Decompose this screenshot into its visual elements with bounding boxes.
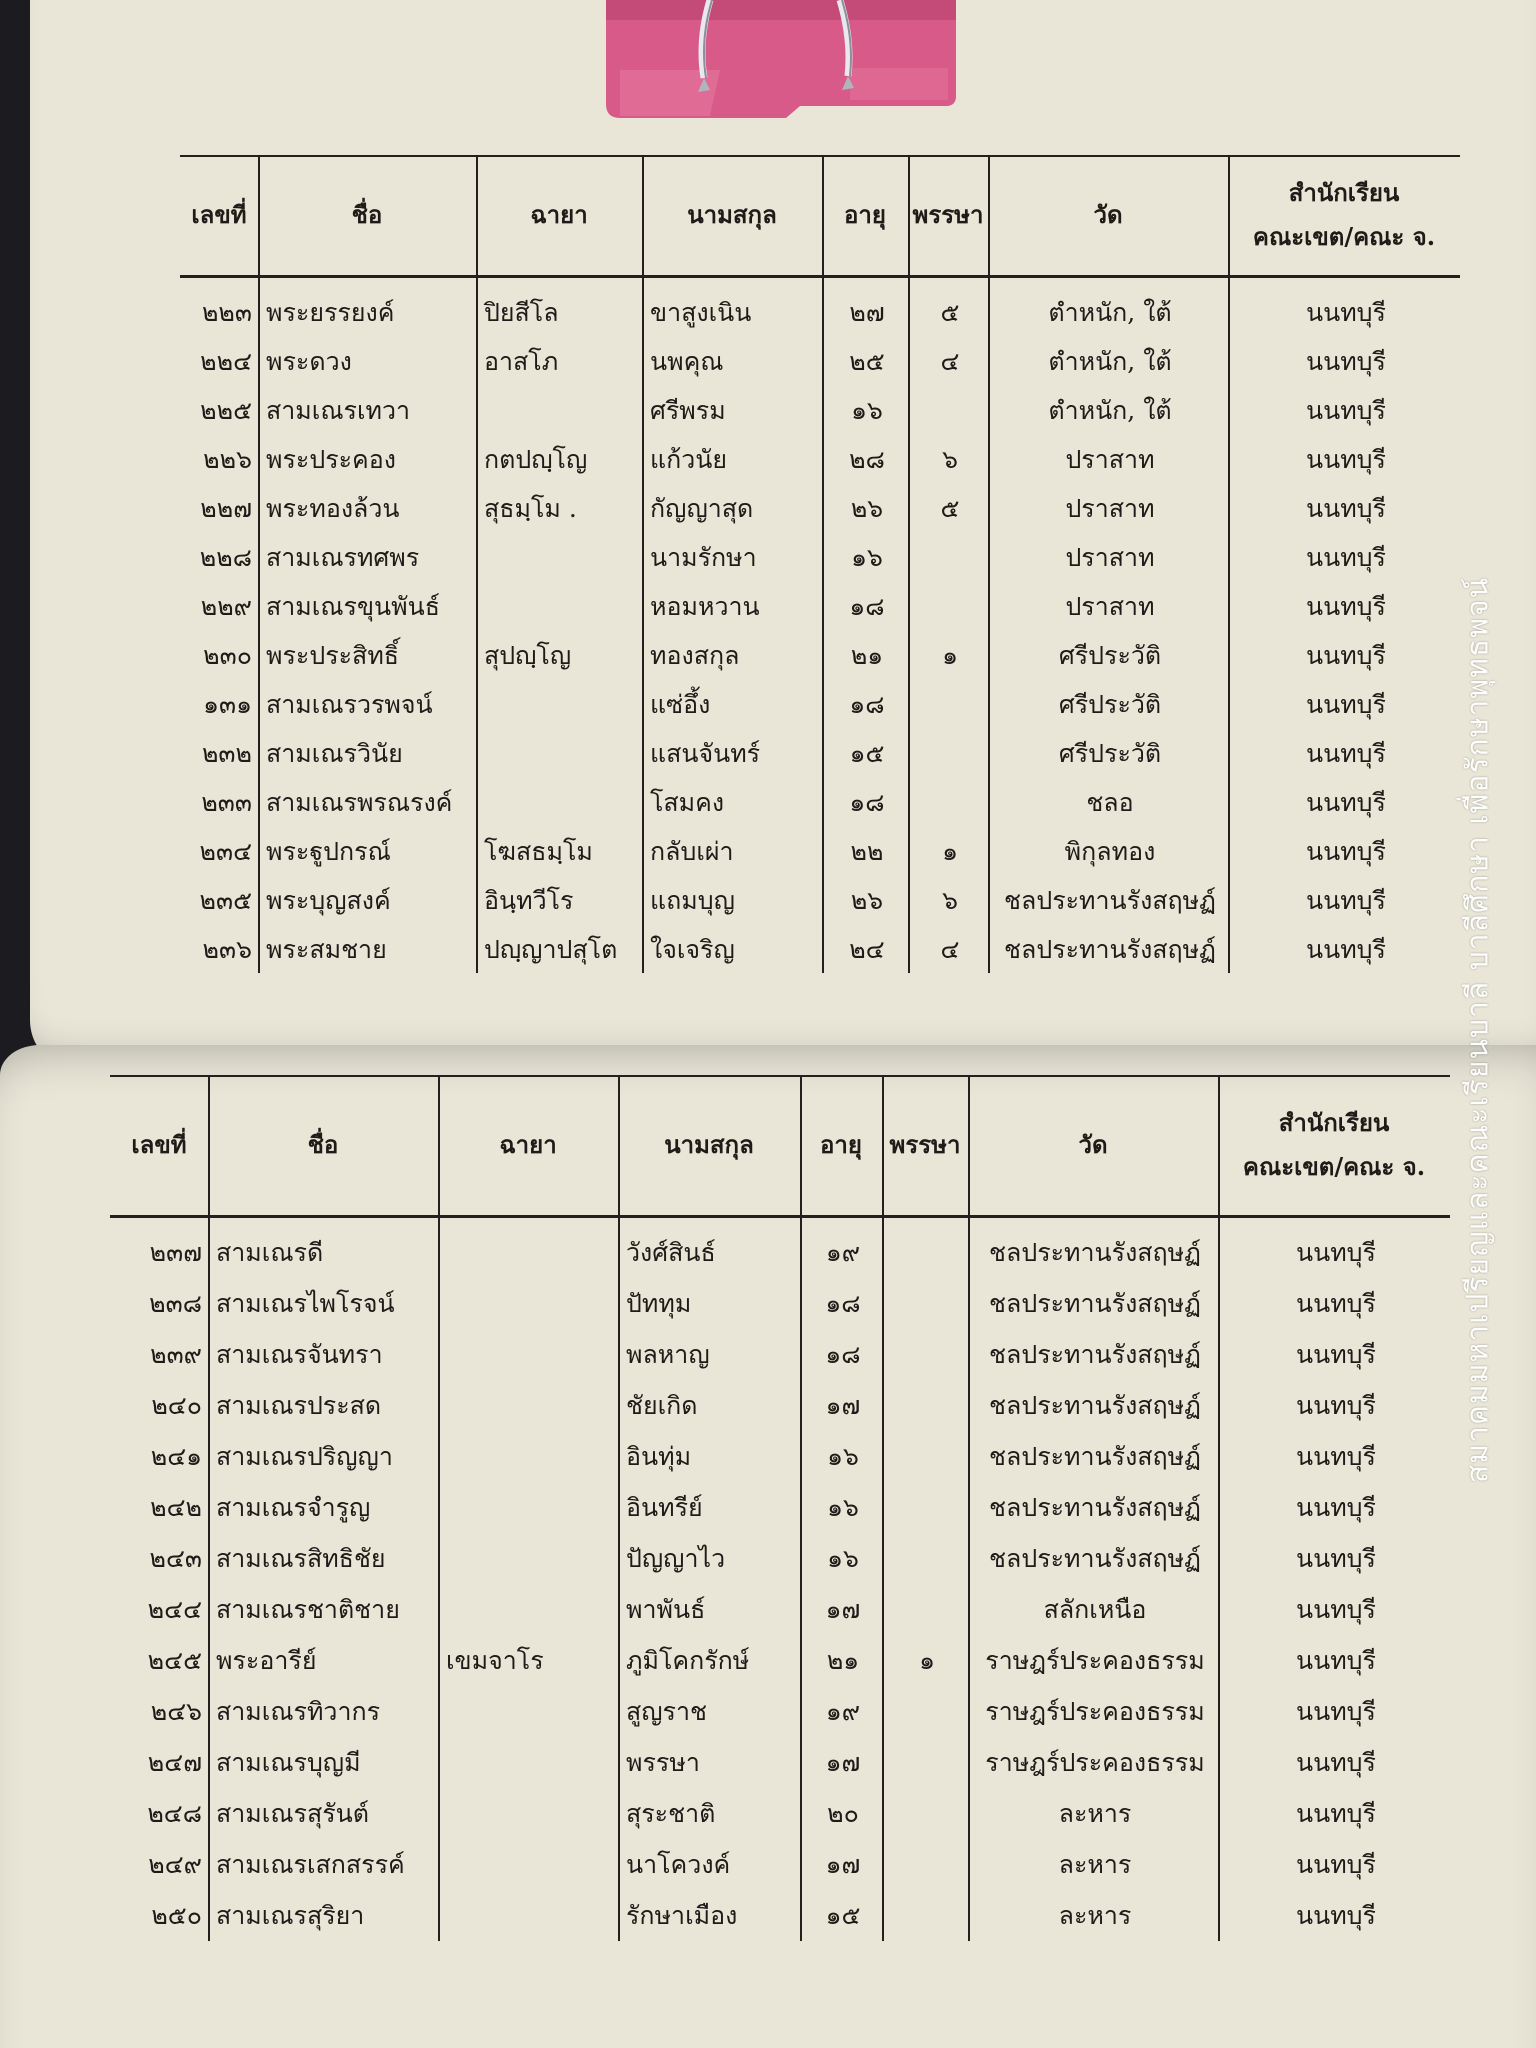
row-temple: ราษฎร์ประคองธรรม [985,1748,1205,1777]
header-surname: นามสกุล [687,200,777,229]
row-name: สามเณรพรณรงค์ [266,788,453,817]
row-no: ๒๓๙ [150,1340,202,1369]
row-temple: ละหาร [1058,1850,1132,1879]
row-school: นนทบุรี [1306,347,1386,376]
row-name: พระประคอง [266,445,397,474]
row-surname: สุระชาติ [626,1799,716,1828]
row-surname: ปัญญาไว [626,1544,726,1573]
watermark: สมาคมมหาเปรียญและคณะเรียนบาลี บาลีศึกษา เพื่อรักษาพุทธพจน์ [1460,576,1496,1484]
row-name: สามเณรเทวา [266,396,411,425]
row-no: ๒๒๓ [201,298,252,327]
row-temple: ชลประทานรังสฤษฏ์ [989,1391,1201,1420]
row-temple: ตำหนัก, ใต้ [1048,298,1172,327]
column-divider [908,155,910,973]
row-school: นนทบุรี [1296,1850,1376,1879]
row-name: สามเณรสุริยา [216,1901,365,1930]
row-name: สามเณรจันทรา [216,1340,383,1369]
column-divider [208,1075,210,1941]
row-school: นนทบุรี [1296,1595,1376,1624]
table-top [180,155,1460,975]
row-no: ๒๒๖ [203,445,252,474]
row-age: ๑๘ [825,1340,861,1369]
column-divider [968,1075,970,1941]
row-temple: ศรีประวัติ [1058,690,1162,719]
row-school: นนทบุรี [1296,1748,1376,1777]
row-age: ๑๗ [825,1595,861,1624]
row-temple: ปราสาท [1065,494,1155,523]
row-age: ๑๖ [827,1442,859,1471]
row-no: ๒๓๘ [149,1289,202,1318]
row-no: ๒๓๖ [202,935,252,964]
row-name: สามเณรดี [216,1238,324,1267]
row-age: ๒๒ [850,837,884,866]
row-temple: ชลประทานรังสฤษฏ์ [989,1493,1201,1522]
row-no: ๒๓๔ [199,837,252,866]
column-divider [800,1075,802,1941]
row-temple: ราษฎร์ประคองธรรม [985,1646,1205,1675]
row-surname: ปัททุม [626,1289,692,1318]
row-school: นนทบุรี [1306,739,1386,768]
row-name: สามเณรวินัย [266,739,403,768]
row-name: สามเณรชาติชาย [216,1595,400,1624]
row-school: นนทบุรี [1296,1238,1376,1267]
table-header-rule [180,275,1460,278]
row-no: ๒๓๒ [201,739,252,768]
header-vassa: พรรษา [912,200,984,229]
row-surname: โสมคง [650,788,725,817]
row-no: ๒๔๘ [147,1799,202,1828]
row-age: ๑๖ [827,1493,859,1522]
row-vassa: ๕ [940,494,960,523]
row-age: ๑๗ [825,1391,861,1420]
row-age: ๑๘ [849,592,885,621]
row-age: ๑๙ [825,1697,861,1726]
column-divider [438,1075,440,1941]
row-temple: ชลประทานรังสฤษฏ์ [989,1544,1201,1573]
row-no: ๒๓๕ [199,886,252,915]
row-age: ๑๖ [827,1544,859,1573]
row-no: ๒๔๗ [147,1748,202,1777]
row-surname: ภูมิโคกรักษ์ [626,1646,750,1675]
row-temple: ชลประทานรังสฤษฏ์ [989,1238,1201,1267]
row-title: เขมจาโร [446,1646,544,1675]
row-school: นนทบุรี [1296,1493,1376,1522]
header-age: อายุ [820,1130,862,1159]
row-surname: ทองสกุล [650,641,740,670]
row-surname: พาพันธ์ [626,1595,706,1624]
row-temple: ชลประทานรังสฤษฏ์ [1004,935,1216,964]
row-surname: ใจเจริญ [650,935,735,964]
row-surname: แซ่อึ้ง [650,690,711,719]
row-temple: ราษฎร์ประคองธรรม [985,1697,1205,1726]
binder-clip-icon [600,0,960,118]
header-age: อายุ [844,200,886,229]
row-name: สามเณรประสด [216,1391,382,1420]
row-name: สามเณรสุรันต์ [216,1799,369,1828]
header-name: ชื่อ [351,200,383,229]
row-no: ๒๔๕ [147,1646,202,1675]
row-name: สามเณรขุนพันธ์ [266,592,440,621]
header-no: เลขที่ [131,1130,187,1159]
column-divider [988,155,990,973]
row-vassa: ๑ [942,837,958,866]
row-surname: สูญราช [626,1697,707,1726]
row-title: อินฺทวีโร [484,886,574,915]
column-divider [1228,155,1230,973]
row-age: ๑๕ [825,1901,861,1930]
row-name: พระฐูปกรณ์ [266,837,391,866]
row-temple: ศรีประวัติ [1058,739,1162,768]
row-temple: ชลประทานรังสฤษฏ์ [989,1289,1201,1318]
column-divider [822,155,824,973]
column-divider [642,155,644,973]
row-surname: ศรีพรม [650,396,726,425]
row-surname: แก้วนัย [650,445,728,474]
row-age: ๑๖ [851,396,883,425]
row-name: สามเณรทิวากร [216,1697,381,1726]
row-title: สุธมฺโม . [484,494,577,523]
row-name: พระสมชาย [266,935,387,964]
row-no: ๒๔๓ [149,1544,202,1573]
row-no: ๒๒๙ [200,592,252,621]
row-school: นนทบุรี [1306,445,1386,474]
row-temple: พิกุลทอง [1064,837,1156,866]
row-surname: นาโควงค์ [626,1850,731,1879]
header-school-line2: คณะเขต/คณะ จ. [1252,222,1436,251]
row-name: สามเณรสิทธิชัย [216,1544,386,1573]
row-temple: ตำหนัก, ใต้ [1048,347,1172,376]
row-age: ๒๑ [826,1646,860,1675]
header-school-line1: สำนักเรียน [1278,1108,1390,1137]
row-name: สามเณรจำรูญ [216,1493,371,1522]
row-school: นนทบุรี [1306,788,1386,817]
row-vassa: ๔ [940,935,960,964]
row-age: ๑๗ [825,1748,861,1777]
row-age: ๒๐ [827,1799,859,1828]
table-header-rule [110,1215,1450,1218]
row-name: พระดวง [266,347,352,376]
row-vassa: ๕ [940,298,960,327]
row-age: ๑๗ [825,1850,861,1879]
row-school: นนทบุรี [1296,1391,1376,1420]
row-school: นนทบุรี [1306,690,1386,719]
header-temple: วัด [1093,200,1123,229]
row-surname: รักษาเมือง [626,1901,738,1930]
row-surname: หอมหวาน [650,592,760,621]
column-divider [258,155,260,973]
row-age: ๑๘ [825,1289,861,1318]
row-name: สามเณรวรพจน์ [266,690,433,719]
row-vassa: ๔ [940,347,960,376]
row-surname: แสนจันทร์ [650,739,761,768]
row-temple: สลักเหนือ [1043,1595,1147,1624]
row-no: ๒๒๕ [200,396,252,425]
row-name: สามเณรบุญมี [216,1748,361,1777]
row-age: ๑๘ [849,690,885,719]
row-temple: ชลอ [1086,788,1134,817]
row-temple: ชลประทานรังสฤษฏ์ [989,1340,1201,1369]
row-no: ๒๕๐ [151,1901,202,1930]
row-school: นนทบุรี [1306,298,1386,327]
row-title: อาสโภ [484,347,559,376]
header-surname: นามสกุล [664,1130,754,1159]
row-age: ๒๗ [849,298,885,327]
row-temple: ตำหนัก, ใต้ [1048,396,1172,425]
row-surname: อินทรีย์ [626,1493,703,1522]
row-surname: พรรษา [626,1748,700,1777]
row-name: สามเณรปริญญา [216,1442,393,1471]
row-temple: ละหาร [1058,1799,1132,1828]
row-surname: ขาสูงเนิน [650,298,752,327]
row-surname: แถมบุญ [650,886,735,915]
header-title: ฉายา [499,1130,557,1159]
row-surname: ชัยเกิด [626,1391,698,1420]
header-no: เลขที่ [191,200,247,229]
row-school: นนทบุรี [1306,396,1386,425]
row-title: โฆสธมฺโม [484,837,593,866]
row-name: พระประสิทธิ์ [266,641,400,670]
table-top-rule [180,155,1460,157]
column-divider [618,1075,620,1941]
row-name: พระทองล้วน [266,494,400,523]
header-title: ฉายา [530,200,588,229]
row-vassa: ๑ [919,1646,935,1675]
row-temple: ชลประทานรังสฤษฏ์ [1004,886,1216,915]
row-no: ๒๓๐ [203,641,252,670]
row-school: นนทบุรี [1306,935,1386,964]
row-surname: นามรักษา [650,543,757,572]
row-surname: อินทุ่ม [626,1442,692,1471]
row-surname: นพคุณ [650,347,724,376]
row-title: ปิยสีโล [484,298,559,327]
row-school: นนทบุรี [1296,1340,1376,1369]
row-temple: ละหาร [1058,1901,1132,1930]
row-school: นนทบุรี [1306,641,1386,670]
row-surname: วังศ์สินธ์ [626,1238,716,1267]
column-divider [476,155,478,973]
column-divider [882,1075,884,1941]
row-vassa: ๑ [942,641,958,670]
row-temple: ศรีประวัติ [1058,641,1162,670]
header-temple: วัด [1078,1130,1108,1159]
row-school: นนทบุรี [1296,1544,1376,1573]
row-no: ๒๔๐ [151,1391,202,1420]
row-no: ๒๒๗ [200,494,252,523]
row-no: ๒๒๔ [200,347,252,376]
row-vassa: ๖ [942,886,958,915]
row-age: ๑๘ [849,788,885,817]
row-age: ๑๙ [825,1238,861,1267]
row-name: พระยรรยงค์ [266,298,395,327]
header-vassa: พรรษา [889,1130,961,1159]
row-title: ปญฺญาปสุโต [484,935,618,964]
table-top-rule [110,1075,1450,1077]
row-age: ๒๕ [849,347,885,376]
row-no: ๒๔๙ [148,1850,202,1879]
header-school-line1: สำนักเรียน [1288,178,1400,207]
row-no: ๒๔๑ [150,1442,202,1471]
row-school: นนทบุรี [1296,1442,1376,1471]
row-title: กตปญฺโญ [484,445,588,474]
row-temple: ปราสาท [1065,445,1155,474]
row-name: พระบุญสงค์ [266,886,391,915]
row-no: ๒๓๗ [149,1238,202,1267]
row-temple: ปราสาท [1065,592,1155,621]
row-age: ๑๖ [851,543,883,572]
row-school: นนทบุรี [1306,592,1386,621]
row-school: นนทบุรี [1306,494,1386,523]
row-name: สามเณรไพโรจน์ [216,1289,395,1318]
row-age: ๒๑ [850,641,884,670]
row-school: นนทบุรี [1296,1646,1376,1675]
row-no: ๑๓๑ [203,690,252,719]
row-temple: ชลประทานรังสฤษฏ์ [989,1442,1201,1471]
row-temple: ปราสาท [1065,543,1155,572]
row-name: พระอารีย์ [216,1646,317,1675]
row-age: ๒๖ [850,886,884,915]
row-school: นนทบุรี [1306,886,1386,915]
row-surname: กัญญาสุด [650,494,754,523]
row-vassa: ๖ [942,445,958,474]
row-no: ๒๓๓ [201,788,252,817]
row-school: นนทบุรี [1296,1901,1376,1930]
row-name: สามเณรทศพร [266,543,420,572]
row-age: ๒๘ [849,445,885,474]
row-no: ๒๔๖ [150,1697,202,1726]
header-name: ชื่อ [307,1130,339,1159]
row-no: ๒๔๒ [150,1493,202,1522]
row-age: ๒๖ [850,494,884,523]
row-no: ๒๒๘ [199,543,252,572]
table-bottom [110,1075,1450,1930]
row-school: นนทบุรี [1296,1799,1376,1828]
row-school: นนทบุรี [1296,1697,1376,1726]
header-school-line2: คณะเขต/คณะ จ. [1242,1152,1426,1181]
row-name: สามเณรเสกสรรค์ [216,1850,405,1879]
row-school: นนทบุรี [1306,837,1386,866]
row-surname: กลับเผ่า [650,837,734,866]
row-age: ๑๕ [849,739,885,768]
row-age: ๒๔ [849,935,885,964]
row-no: ๒๔๔ [147,1595,202,1624]
column-divider [1218,1075,1220,1941]
row-school: นนทบุรี [1306,543,1386,572]
row-surname: พลหาญ [626,1340,710,1369]
row-school: นนทบุรี [1296,1289,1376,1318]
row-title: สุปญฺโญ [484,641,572,670]
